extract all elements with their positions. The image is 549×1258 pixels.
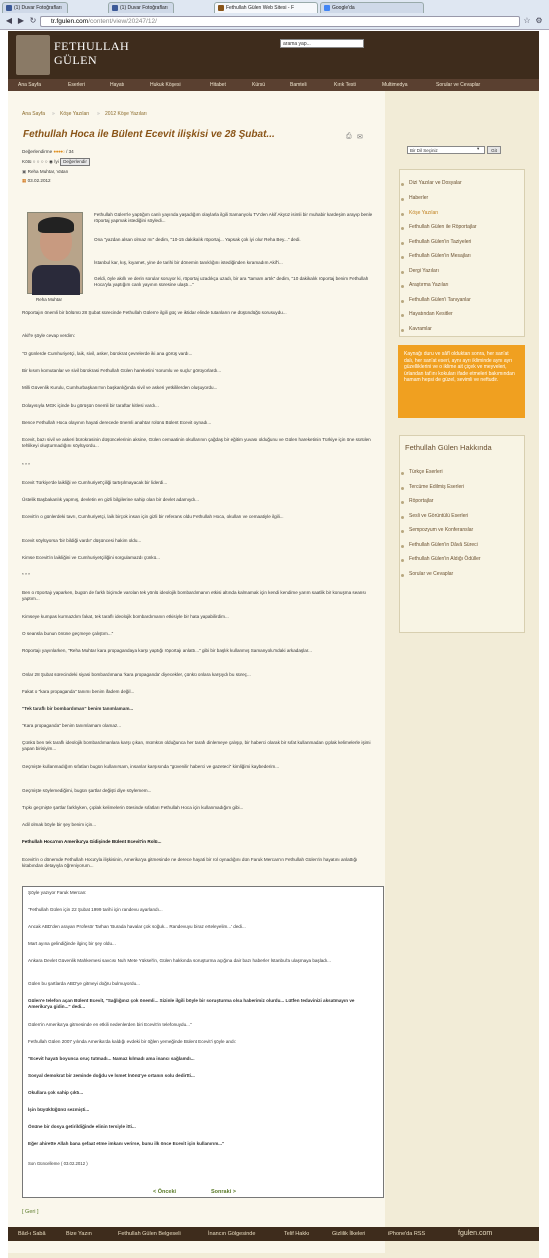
rating-scale-low: Kötü — [22, 159, 32, 164]
site-footer — [8, 1227, 539, 1241]
article-paragraph: Bir kısım komutanlar ve sivil bürokrasi Fethullah Gülen hareketini 'sorumlu ve suçlu' görüyorlardı... — [22, 368, 222, 373]
article-title: Fethullah Hoca ile Bülent Ecevit ilişkisi ve 28 Şubat... — [23, 129, 275, 140]
tab-1[interactable]: (1) Duvar Fotoğrafları — [2, 2, 68, 13]
about-item[interactable]: Sesli ve Görüntülü Eserleri — [409, 513, 469, 519]
quote-line: Gülen bu şartlarda ABD'ye gitmeyi doğru bulmuyordu... — [28, 981, 140, 986]
about-item[interactable]: Röportajlar — [409, 498, 434, 504]
search-input[interactable]: arama yap... — [280, 39, 364, 48]
url-path: /content/view/20247/12/ — [88, 18, 157, 25]
article-paragraph: Röportajı yayınlarken, "Reha Muhtar kara propagandaya karşı yaptığı röportajı anlattı..." gibi bir başlık kullanmış Samanyolu'ndaki arkadaşlar... — [22, 648, 312, 653]
article-paragraph: Ecevit söylüyorsa 'bir bildiği vardır' düşüncesi hakim oldu... — [22, 538, 142, 543]
article-paragraph: "Kara propaganda" benim tanımlamam olamaz... — [22, 723, 122, 728]
sidebar-quote: Kaynağı duru ve sâfî olduktan sonra, her san'at dalı, her san'at eseri, aynı ayrı ikliminde aynı ayrı güzelliklerini ve o iklime ait çiçek ve meyveleri, ürlandan tat'ını kokuları ifade etmeleri bakımından hamam hepsi de güzel, sevimli ve neftudir. — [398, 345, 525, 418]
menu-item[interactable]: Hitabet — [210, 82, 226, 88]
article-paragraph: Bence Fethullah Hoca olayının hayati derecede önemli anahtar rolünü Bülent Ecevit oynadı... — [22, 420, 212, 425]
tab-3[interactable]: Fethullah Gülen Web Sitesi - F — [214, 2, 318, 13]
sidebar-item[interactable]: Dergi Yazıları — [409, 268, 439, 274]
site-page — [8, 31, 539, 1258]
article-paragraph: Milli Güvenlik Kurulu, Cumhurbaşkanı'nın başkanlığında sivil ve askeri yetkililerden oluşuyordu... — [22, 385, 218, 390]
article-paragraph: Üstelik Başbakanlık yapmış, devletin en gizli bilgilerine sahip olan bir devlet adamıydı... — [22, 497, 199, 502]
article-paragraph: Ecevit'in o dönemde Fethullah Hoca'yla ilişkisinin, Amerika'ya gitmesinde ne derece hayati bir rol oynadığını dün Faruk Mercan'ın Fethullah Gülen'in hayatını anlattığı kitabından detayıyla öğreniyorum... — [22, 857, 358, 868]
quote-line: Ancak ABD'den arayan Profesör Tarhan 'Burada havalar çok soğuk... Randevuyu biraz erteleyelim...' dedi... — [28, 924, 246, 929]
article-subheading: Fethullah Hoca'nın Amerika'ya Gidişinde Bülent Ecevit'in Rolü... — [22, 839, 162, 844]
quote-line: Ankara Devlet Güvenlik Mahkemesi savcısı Nuh Mete Yüksel'in, Gülen hakkında soruşturma açığına dair bazı haberler İstanbul'a ulaşmaya başladı... — [28, 958, 331, 963]
quote-line: "Ecevit hayatı boyunca oruç tutmadı... Namaz kılmadı ama inancı sağlamdı... — [28, 1056, 195, 1061]
print-icon[interactable]: ⎙ — [346, 133, 352, 140]
article-paragraph: Dolayısıyla MGK içinde bu görüşün önemli bir taraftar kitlesi vardı... — [22, 403, 159, 408]
sidebar-item[interactable]: Kavramlar — [409, 326, 432, 332]
sidebar-item[interactable]: Fethullah Gülen'i Tanıyanlar — [409, 297, 471, 303]
article-intro: Fethullah Gülen'le yaptığım canlı yayında yaşadığım olaylarla ilgili Samanyolu TV'den Akif Akyüz isimli bir muhabir kardeşim arayıp benle röportaj yapmak istediğini söyledi... — [94, 212, 373, 223]
about-box — [399, 435, 525, 633]
about-item[interactable]: Tercüme Edilmiş Eserleri — [409, 484, 465, 490]
menu-item[interactable]: Bamteli — [290, 82, 307, 88]
article-paragraph: "Tek taraflı bir bombardıman" benim tanımlamam... — [22, 706, 134, 711]
article-paragraph: Onlar 28 Şubat sürecindeki siyasi bombardımana 'kara propaganda' diyecekler, çünkü onlara karşıydı bu süreç... — [22, 672, 251, 677]
article-date: 03.02.2012 — [27, 178, 51, 183]
language-go-button[interactable]: Git — [487, 146, 501, 154]
last-updated: Son Güncelleme ( 03.02.2012 ) — [28, 1161, 88, 1166]
article-paragraph: Ben o röportajı yaparken, bugün de farklı biçimde varolan tek yönlü ideolojik bombardımanın etkisi altında kalmamak için kendi kendime yarım saatlik bir konuşma seansı yaptım... — [22, 590, 366, 601]
quote-line: "Fethullah Gülen için 22 Şubat 1999 tarihi için randevu ayarlandı... — [28, 907, 163, 912]
rating-row — [22, 149, 378, 155]
menu-item[interactable]: Hukuk Köşesi — [150, 82, 181, 88]
article-paragraph: Geldi, öyle akıllı ve derin sorular soruyor ki, röportaj uzadıkça uzadı, bir ara "tamam artık" dedim, "10 dakikalık röportaj benim Fethullah Hoca'yla yaptığım canlı yayının süresine ulaştı..." — [94, 276, 369, 287]
language-select[interactable]: Bir Dil Seçiniz — [407, 146, 485, 154]
chevron-down-icon: ▾ — [477, 146, 480, 151]
brand-line2: GÜLEN — [54, 53, 98, 67]
article-paragraph: Fakat o "kara propaganda" tanımı benim ifadem değil... — [22, 689, 135, 694]
calendar-icon: ▦ — [22, 178, 27, 183]
article-paragraph: Akif'e şöyle cevap verdim: — [22, 333, 75, 338]
tab-2[interactable]: (1) Duvar Fotoğrafları — [108, 2, 174, 13]
article-paragraph: Tıpkı geçmişte şartlar farklıyken, çıplak kelimelerin ötesinde sıfatları Fethullah Hoca için kullanmadığım gibi... — [22, 805, 244, 810]
url-host: tr.fgulen.com — [51, 18, 89, 25]
article-paragraph: Adil olmak böyle bir şey benim için... — [22, 822, 97, 827]
article-paragraph: Ecevit, bazı sivil ve askeri bürokrasinin düşüncelerinin aksine, Gülen cemaatinin okullarının çağdaş bir eğitim yuvası olduğunu ve Gülen hareketinin Türkiye için öne sürülen tehlikeyi oluşturmadığını söylüyordu... — [22, 437, 371, 448]
article-paragraph: O seansla bunun önüne geçmeye çalıştım..." — [22, 631, 114, 636]
article-paragraph: "O günlerde Cumhuriyetçi, laik, sivil, asker, bürokrat çevrelerde iki ana görüş vardı... — [22, 351, 193, 356]
menu-item[interactable]: Multimedya — [382, 82, 408, 88]
wrench-icon[interactable]: ⚙ — [535, 16, 543, 25]
author-icon: ▣ — [22, 169, 27, 174]
quote-line: Mart ayına gelindiğinde ilginç bir şey oldu... — [28, 941, 116, 946]
site-favicon — [218, 5, 224, 11]
rating-radio[interactable]: ○ ○ ○ ○ ◉ — [32, 159, 53, 164]
footer-link[interactable]: Gizlilik İlkeleri — [332, 1231, 366, 1237]
about-item[interactable]: Türkçe Eserleri — [409, 469, 443, 475]
article-paragraph: Ecevit'in o günlerdeki tavrı, Cumhuriyetçi, laik birçok insan için gizli bir referans oldu Fethullah Hoca, okulları ve cemaatiyle ilgili... — [22, 514, 284, 519]
quote-line: Eğer ahirette Allah bana şefaat etme imkanı verirse, bunu ilk önce Ecevit için kullanırım..." — [28, 1141, 225, 1146]
author-name: Reha Muhtar, Vatan — [27, 169, 69, 174]
sidebar-item[interactable]: Hayatından Kesitler — [409, 311, 453, 317]
rating-label: Değerlendirme — [22, 149, 53, 154]
site-header — [8, 31, 539, 79]
sidebar-item[interactable]: Dizi Yazılar ve Dosyalar — [409, 180, 462, 186]
main-menu — [8, 79, 539, 91]
back-arrow-icon[interactable]: ◀ — [5, 16, 13, 25]
forward-arrow-icon[interactable]: ▶ — [17, 16, 25, 25]
about-item[interactable]: Fethullah Gülen'in Dâvâ Süreci — [409, 542, 478, 548]
article-paragraph: İstanbul kar, kış, kıyamet, yine de tarihi bir dönemin tanıklığını istediğinden kıramadım Akif'i... — [94, 260, 283, 265]
menu-item[interactable]: Sorular ve Cevaplar — [436, 82, 481, 88]
rating-stars: ●●●●○ — [53, 149, 65, 154]
sidebar — [391, 91, 531, 1253]
article-paragraph: Çünkü ben tek taraflı ideolojik bombardımanlara karşı çıkan, mümkün olduğunca her tarafı dinlemeye çalışıp, bir haberci olarak bir sıfat kullanmadan çıplak kelimelerle işimi yapan birisiyim... — [22, 740, 371, 751]
article-paragraph: Ona "yazdan alsan olmaz mı" dedim, "10-15 dakikalık röportaj... Yapsak çok iyi olur Reha Bey..." dedi. — [94, 237, 301, 242]
sidebar-item[interactable]: Haberler — [409, 195, 429, 201]
separator: * * * — [22, 462, 30, 467]
footer-link[interactable]: iPhone'da RSS — [388, 1231, 426, 1237]
footer-link[interactable]: Fethullah Gülen Belgeseli — [118, 1231, 181, 1237]
quote-line: İşin büyüklüğünü sezmişti... — [28, 1107, 90, 1112]
separator: * * * — [22, 572, 30, 577]
about-item[interactable]: Sempozyum ve Konferanslar — [409, 527, 474, 533]
rating-count: / 34 — [66, 149, 74, 154]
footer-logo[interactable]: fgulen.com — [458, 1230, 493, 1237]
rate-button[interactable]: Değerlendir — [60, 158, 90, 166]
about-heading: Fethullah Gülen Hakkında — [405, 443, 492, 452]
article-paragraph: Ecevit Türkiye'de laikliği ve Cumhuriyet'çiliği tartışılmayacak bir liderdi... — [22, 480, 168, 485]
email-icon[interactable]: ✉ — [357, 134, 363, 141]
article-paragraph: Kimseye kumpas kurmazdım fakat, tek taraflı ideolojik bombardımanın etkisiyle bir hata yapabilirdim... — [22, 614, 229, 619]
tab-4[interactable]: Google'da — [320, 2, 424, 13]
sidebar-item-active[interactable]: Köşe Yazıları — [409, 210, 439, 216]
article-paragraph: Geçmişte söylemediğimi, bugün şartlar değişti diye söylemem... — [22, 788, 152, 793]
rating-scale — [22, 158, 378, 166]
breadcrumb-home[interactable]: Ana Sayfa — [22, 111, 46, 117]
sidebar-item[interactable]: Fethullah Gülen'in Mesajları — [409, 253, 471, 259]
quote-line: Gülen'e telefon açan Bülent Ecevit, "Sağlığınız çok önemli... Sizinle ilgili böyle bir soruşturma olsa haberimiz olurdu... Lütfen tedavinizi aksatmayın ve Amerika'ya gidin..." dedi... — [28, 998, 355, 1009]
sidebar-item[interactable]: Araştırma Yazıları — [409, 282, 449, 288]
google-icon — [324, 5, 330, 11]
about-item[interactable]: Sorular ve Cevaplar — [409, 571, 454, 577]
browser-chrome — [0, 0, 549, 30]
footer-link[interactable]: Telif Hakkı — [284, 1231, 310, 1237]
menu-item[interactable]: Ana Sayfa — [18, 82, 42, 88]
quote-line: Okullara çok sahip çıktı... — [28, 1090, 84, 1095]
photo-caption: Reha Muhtar — [36, 297, 63, 302]
author-line — [22, 169, 378, 175]
menu-item[interactable]: Hayatı — [110, 82, 125, 88]
sidebar-item[interactable]: Fethullah Gülen ile Röportajlar — [409, 224, 477, 230]
article-paragraph: Geçmişte kullanmadığım sıfatları bugün kullanırsam, insanlar karşısında "güvenilir haberci ve gazeteci" kimliğimi kaybederim... — [22, 764, 280, 769]
rating-scale-high: İyi — [54, 159, 59, 164]
about-item[interactable]: Fethullah Gülen'in Aldığı Ödüller — [409, 556, 481, 562]
menu-item[interactable]: Eserleri — [68, 82, 85, 88]
footer-link[interactable]: İnancın Gölgesinde — [208, 1231, 256, 1237]
back-link[interactable]: [ Geri ] — [22, 1209, 39, 1215]
quote-line: Gülen'in Amerika'ya gitmesinde en etkili nedenlerden biri Ecevit'in telefonuydu..." — [28, 1022, 192, 1027]
quote-line: Önüne bir dosya getirildiğinde elinin tersiyle itti... — [28, 1124, 136, 1129]
quote-line: Fethullah Gülen 2007 yılında Amerika'da kaldığı evdeki bir öğlen yemeğinde Bülent Ecevit'i şöyle andı: — [28, 1039, 237, 1044]
date-line — [22, 178, 378, 184]
facebook-icon — [112, 5, 118, 11]
logo-portrait[interactable] — [16, 35, 50, 75]
reload-icon[interactable]: ↻ — [29, 16, 37, 25]
footer-link[interactable]: Bâd-ı Sabâ — [18, 1231, 46, 1237]
prev-link[interactable]: < Önceki — [153, 1189, 177, 1195]
breadcrumb-section[interactable]: Köşe Yazıları — [60, 111, 90, 117]
brand-line1: FETHULLAH — [54, 39, 130, 53]
footer-link[interactable]: Bize Yazın — [66, 1231, 92, 1237]
author-photo — [27, 212, 83, 294]
quote-line: Sosyal demokrat bir zeminde doğdu ve İsmet İnönü'ye ortanın solu dedirtti... — [28, 1073, 195, 1078]
breadcrumb-category[interactable]: 2012 Köşe Yazıları — [105, 111, 147, 117]
address-bar[interactable] — [40, 16, 520, 27]
next-link[interactable]: Sonraki > — [211, 1189, 236, 1195]
facebook-icon — [6, 5, 12, 11]
article-paragraph: Kimse Ecevit'in laikliğini ve Cumhuriyetçiliğini sorgulamazdı çünkü... — [22, 555, 160, 560]
star-icon[interactable]: ☆ — [523, 16, 531, 25]
chevron-right-icon: » — [97, 111, 100, 117]
article-paragraph: Röportajın önemli bir bölümü 28 Şubat sürecinde Fethullah Gülen'e ilgili güç ve iktidar elinde tutanların ne düşündüğü sorusuydu... — [22, 310, 287, 315]
quote-line: Şöyle yazıyor Faruk Mercan: — [28, 890, 87, 895]
sidebar-item[interactable]: Fethullah Gülen'in Taziyeleri — [409, 239, 472, 245]
chevron-right-icon: » — [52, 111, 55, 117]
menu-item[interactable]: Kırık Testi — [334, 82, 356, 88]
menu-item[interactable]: Kürsü — [252, 82, 266, 88]
